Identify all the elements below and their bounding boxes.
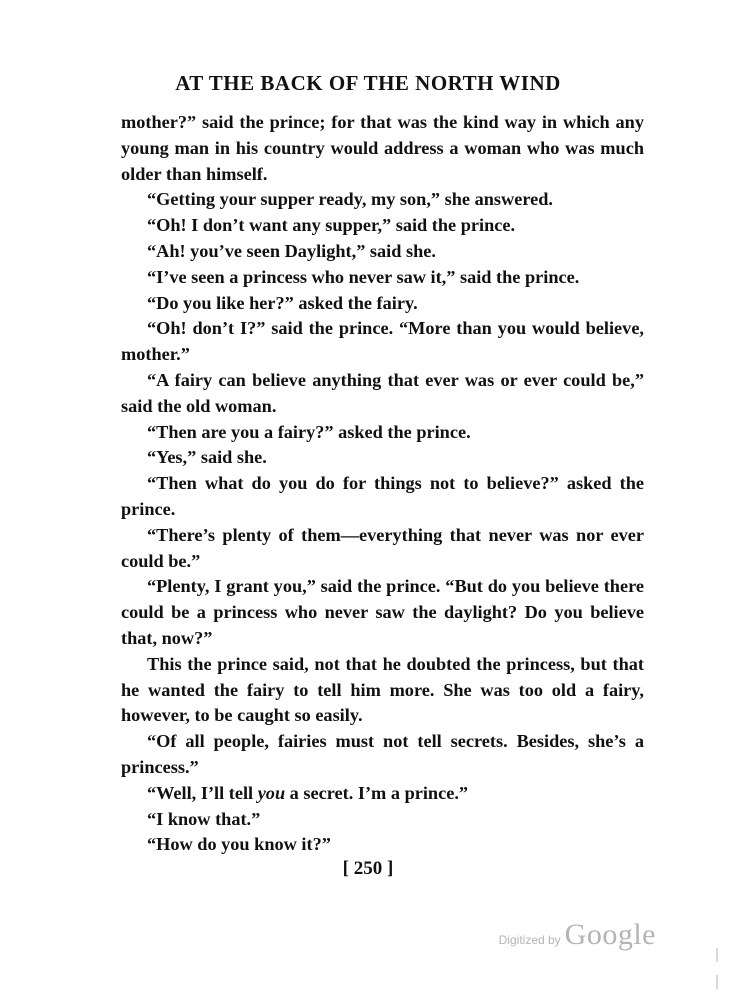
- paragraph-secret: [121, 781, 644, 807]
- secret-line-after: a secret. I’m a prince.”: [285, 782, 469, 803]
- watermark-prefix: Digitized by: [498, 933, 561, 947]
- paragraph-15: “Of all people, fairies must not tell secrets. Besides, she’s a princess.”: [121, 731, 644, 777]
- secret-line-before: “Well, I’ll tell: [147, 782, 258, 803]
- secret-line-emphasis: you: [257, 782, 286, 803]
- paragraph-7: “Oh! don’t I?” said the prince. “More than you would believe, mother.”: [121, 318, 644, 365]
- paragraph-17: “I know that.”: [147, 808, 261, 829]
- paragraph-8: “A fairy can believe anything that ever was or ever could be,” said the old woman.: [121, 369, 644, 416]
- paragraph-10: “Yes,” said she.: [147, 447, 267, 468]
- paragraph-9: “Then are you a fairy?” asked the prince.: [147, 421, 471, 442]
- running-head: AT THE BACK OF THE NORTH WIND: [175, 71, 561, 95]
- paragraph-11: “Then what do you do for things not to believe?” asked the prince.: [121, 473, 644, 519]
- paragraph-5: “I’ve seen a princess who never saw it,” said the prince.: [147, 266, 580, 287]
- paragraph-1: mother?” said the prince; for that was the kind way in which any young man in his country would address a woman who was much older than himself.: [121, 112, 644, 184]
- digitized-watermark: [499, 918, 656, 952]
- paragraph-12: “There’s plenty of them—everything that never was nor ever could be.”: [121, 524, 644, 571]
- paragraph-13: “Plenty, I grant you,” said the prince. “But do you believe there could be a princess who never saw the daylight? Do you believe that, now?”: [121, 576, 644, 648]
- paragraph-18: “How do you know it?”: [147, 834, 331, 855]
- page-number: [ 250 ]: [342, 858, 394, 879]
- paragraph-2: “Getting your supper ready, my son,” she answered.: [147, 189, 553, 210]
- scan-edge-mark: [716, 948, 718, 962]
- body-text: [121, 110, 644, 858]
- scan-edge-mark: [716, 975, 718, 989]
- paragraph-14: This the prince said, not that he doubted the princess, but that he wanted the fairy to tell him more. She was too old a fairy, however, to be caught so easily.: [121, 653, 644, 726]
- paragraph-4: “Ah! you’ve seen Daylight,” said she.: [147, 240, 436, 261]
- google-logo-icon: Google: [564, 918, 656, 951]
- paragraph-6: “Do you like her?” asked the fairy.: [147, 292, 418, 313]
- paragraph-3: “Oh! I don’t want any supper,” said the prince.: [147, 215, 516, 236]
